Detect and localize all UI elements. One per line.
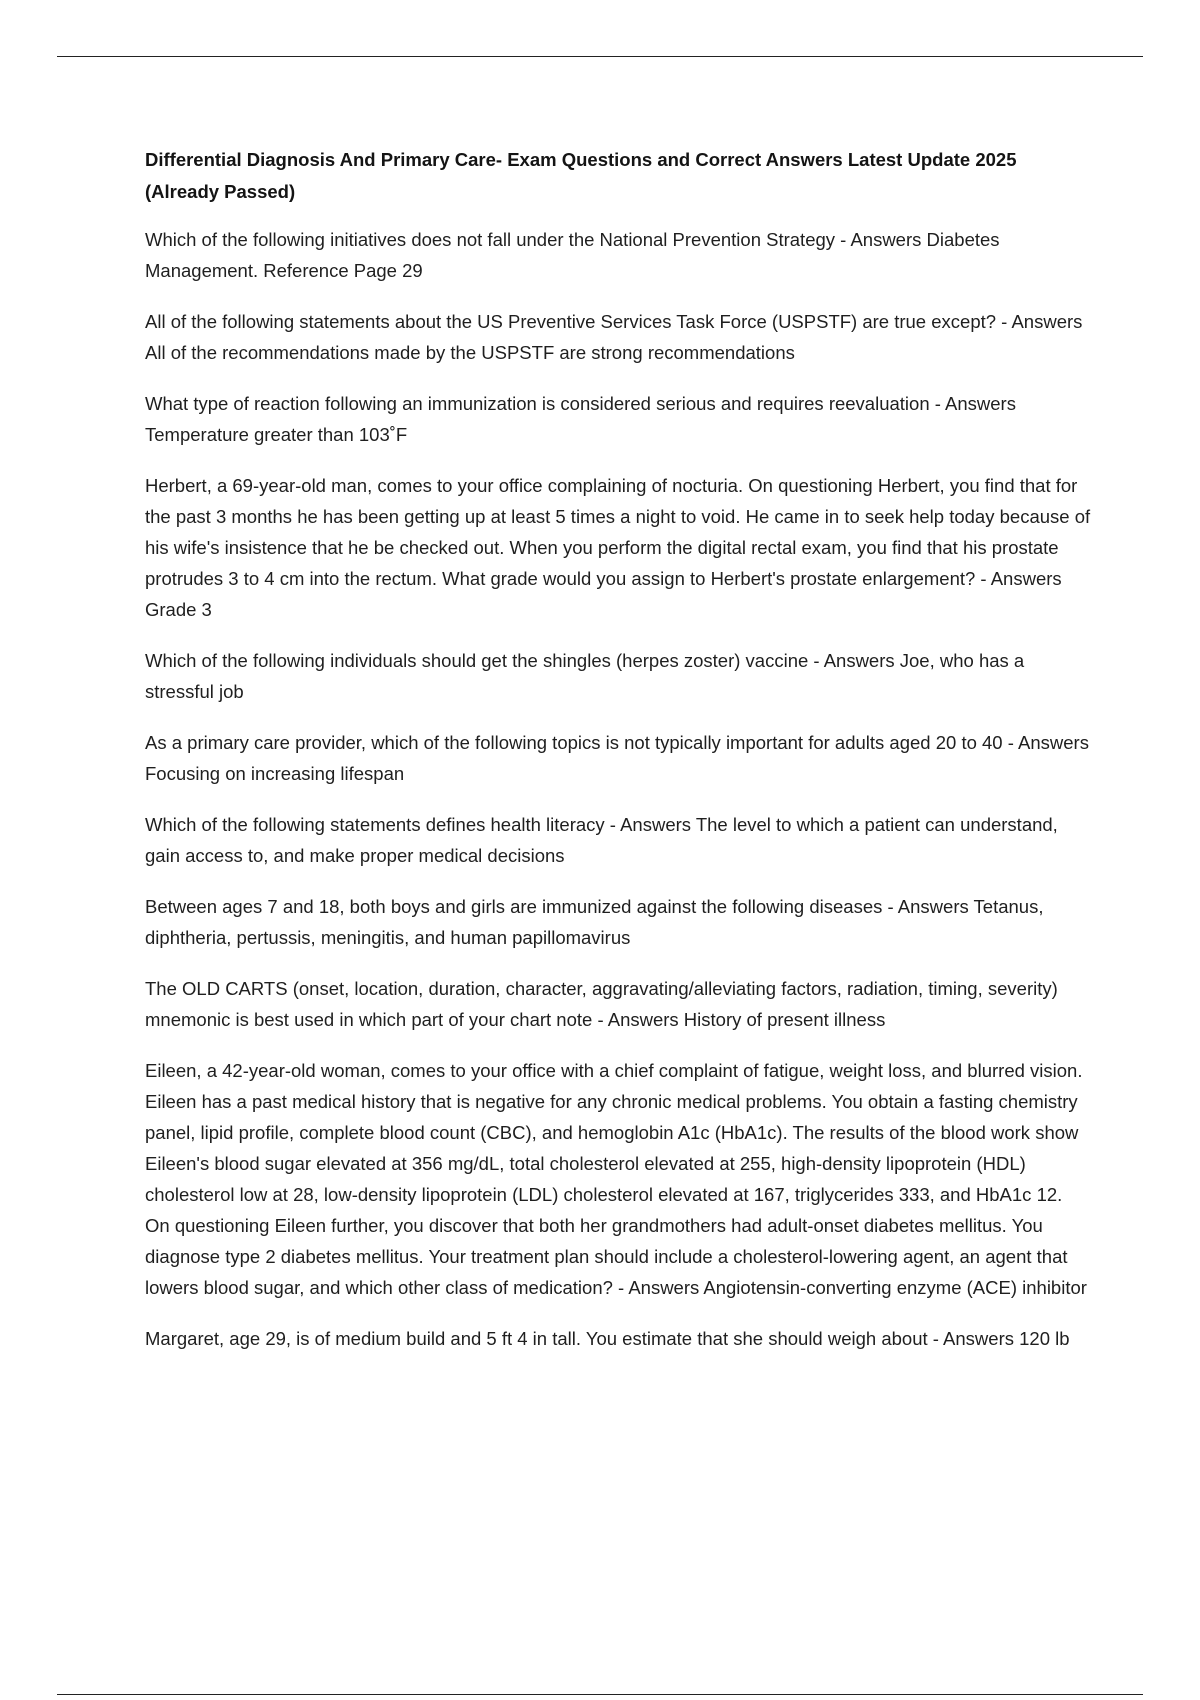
qa-item-4: Herbert, a 69-year-old man, comes to your office complaining of nocturia. On questioning Herbert, you find that for the past 3 months he has been getting up at least 5 times a night to void. He came in to seek help today because of his wife's insistence that he be checked out. When you perform the digital rectal exam, you find that his prostate protrudes 3 to 4 cm into the rectum. What grade would you assign to Herbert's prostate enlargement? - Answers Grade 3 xyxy=(145,475,1091,620)
qa-item-9: The OLD CARTS (onset, location, duration, character, aggravating/alleviating factors, radiation, timing, severity) mnemonic is best used in which part of your chart note - Answers History of present illness xyxy=(145,978,1058,1030)
qa-item-11: Margaret, age 29, is of medium build and 5 ft 4 in tall. You estimate that she should weigh about - Answers 120 lb xyxy=(145,1328,1070,1349)
qa-item-3: What type of reaction following an immunization is considered serious and requires reevaluation - Answers Temperature greater than 103˚F xyxy=(145,393,1016,445)
qa-item-1: Which of the following initiatives does not fall under the National Prevention Strategy - Answers Diabetes Management. Reference Page 29 xyxy=(145,229,1000,281)
document-title: Differential Diagnosis And Primary Care- Exam Questions and Correct Answers Latest Update 2025 (Already Passed) xyxy=(145,149,1017,202)
header-rule xyxy=(57,56,1143,57)
qa-item-10: Eileen, a 42-year-old woman, comes to your office with a chief complaint of fatigue, weight loss, and blurred vision. Eileen has a past medical history that is negative for any chronic medical problems. You obtain a fasting chemistry panel, lipid profile, complete blood count (CBC), and hemoglobin A1c (HbA1c). The results of the blood work show Eileen's blood sugar elevated at 356 mg/dL, total cholesterol elevated at 255, high-density lipoprotein (HDL) cholesterol low at 28, low-density lipoprotein (LDL) cholesterol elevated at 167, triglycerides 333, and HbA1c 12. On questioning Eileen further, you discover that both her grandmothers had adult-onset diabetes mellitus. You diagnose type 2 diabetes mellitus. Your treatment plan should include a cholesterol-lowering agent, an agent that lowers blood sugar, and which other class of medication? - Answers Angiotensin-converting enzyme (ACE) inhibitor xyxy=(145,1060,1087,1298)
footer-rule xyxy=(57,1694,1143,1695)
qa-item-2: All of the following statements about the US Preventive Services Task Force (USPSTF) are true except? - Answers All of the recommendations made by the USPSTF are strong recommendations xyxy=(145,311,1083,363)
qa-item-8: Between ages 7 and 18, both boys and girls are immunized against the following diseases - Answers Tetanus, diphtheria, pertussis, meningitis, and human papillomavirus xyxy=(145,896,1044,948)
qa-item-5: Which of the following individuals should get the shingles (herpes zoster) vaccine - Answers Joe, who has a stressful job xyxy=(145,650,1025,702)
qa-item-7: Which of the following statements defines health literacy - Answers The level to which a patient can understand, gain access to, and make proper medical decisions xyxy=(145,814,1058,866)
document-body xyxy=(145,144,1091,1374)
qa-item-6: As a primary care provider, which of the following topics is not typically important for adults aged 20 to 40 - Answers Focusing on increasing lifespan xyxy=(145,732,1089,784)
